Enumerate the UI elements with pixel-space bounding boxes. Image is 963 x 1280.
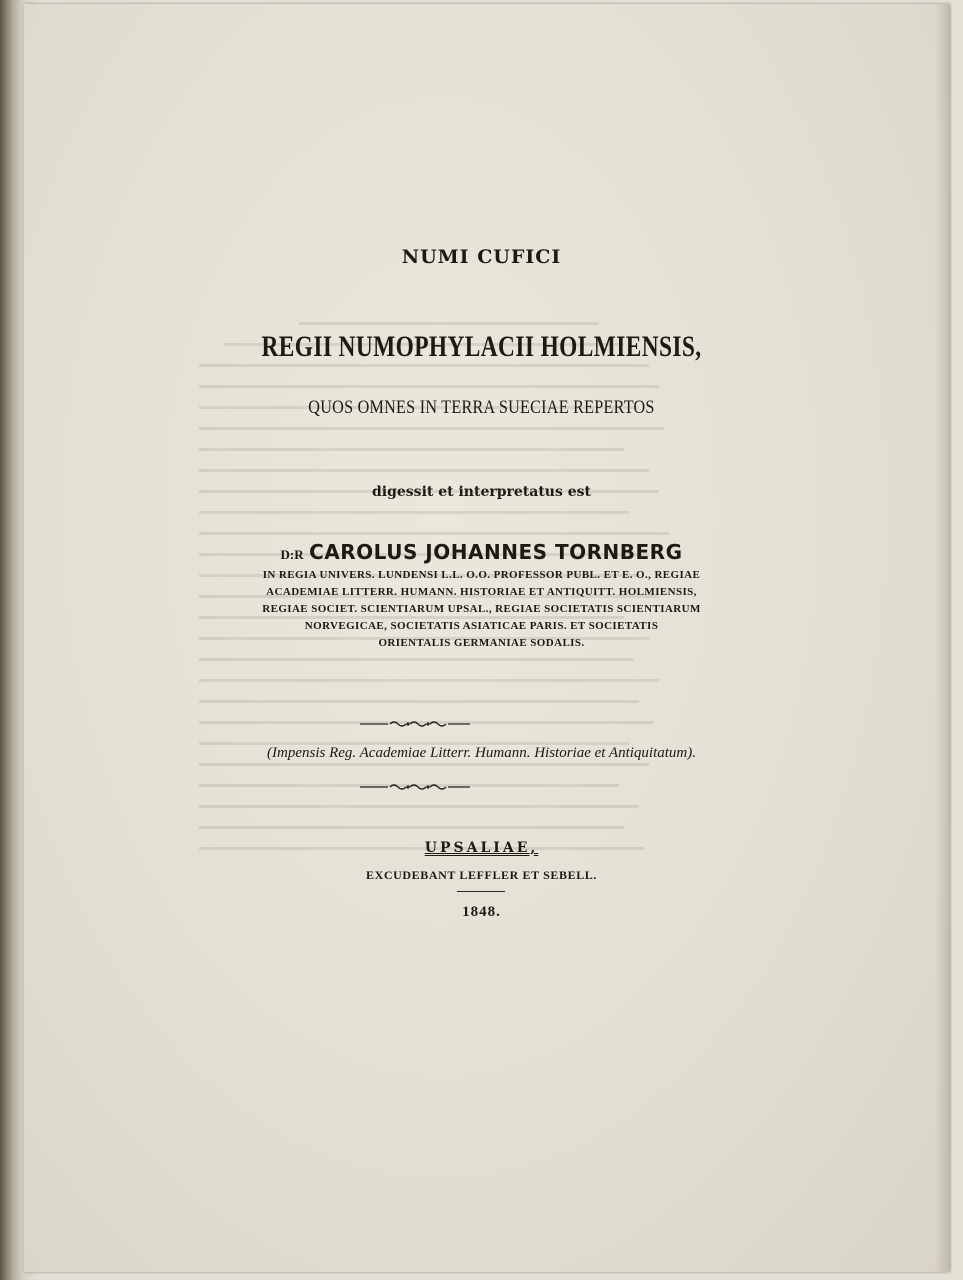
short-rule xyxy=(457,891,505,892)
title-line-3: QUOS OMNES IN TERRA SUECIAE REPERTOS xyxy=(308,397,655,418)
author-line xyxy=(0,540,963,565)
ornament-rule-top xyxy=(360,719,470,729)
title-line-2: REGII NUMOPHYLACII HOLMIENSIS, xyxy=(261,330,702,363)
affiliation-line: IN REGIA UNIVERS. LUNDENSI L.L. O.O. PROFESSOR PUBL. ET E. O., REGIAE xyxy=(262,569,701,581)
author-prefix: D:R xyxy=(280,547,304,562)
affiliation-line: ACADEMIAE LITTERR. HUMANN. HISTORIAE ET ANTIQUITT. HOLMIENSIS, xyxy=(266,586,697,598)
affiliation-line: REGIAE SOCIET. SCIENTIARUM UPSAL., REGIAE SOCIETATIS SCIENTIARUM xyxy=(262,603,701,615)
ornament-rule-bottom xyxy=(360,782,470,792)
affiliation-line: NORVEGICAE, SOCIETATIS ASIATICAE PARIS. ET SOCIETATIS xyxy=(304,620,659,632)
imprint-place: UPSALIAE, xyxy=(424,840,539,856)
title-line-1: NUMI CUFICI xyxy=(401,246,562,268)
sponsor-note: (Impensis Reg. Academiae Litterr. Humann. Historiae et Antiquitatum). xyxy=(267,745,696,761)
author-intro: digessit et interpretatus est xyxy=(372,484,591,500)
affiliation-line: ORIENTALIS GERMANIAE SODALIS. xyxy=(378,637,585,649)
author-name: CAROLUS JOHANNES TORNBERG xyxy=(309,540,683,564)
imprint-year: 1848. xyxy=(462,904,501,920)
imprint-printer: EXCUDEBANT LEFFLER ET SEBELL. xyxy=(365,868,598,882)
